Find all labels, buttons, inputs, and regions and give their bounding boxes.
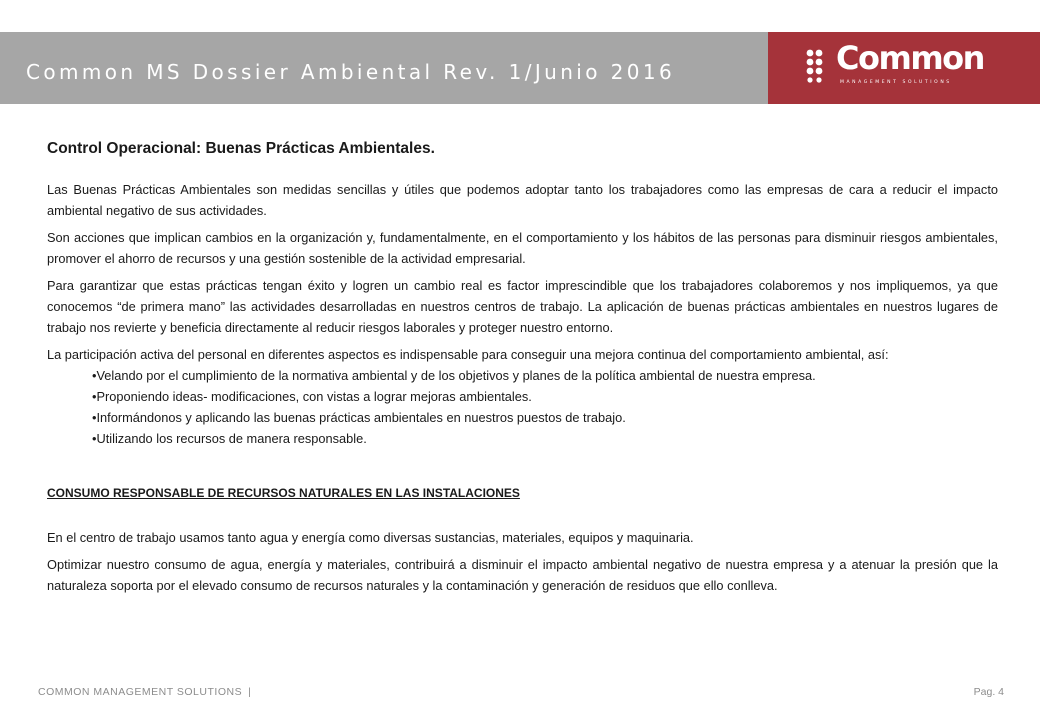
paragraph: Optimizar nuestro consumo de agua, energía y materiales, contribuirá a disminuir el impacto ambiental negativo de nuestra empresa y a atenuar la presión que la naturaleza soporta por el elevado consumo de recursos naturales y la contaminación y generación de residuos que ello conlleva.: [47, 557, 998, 593]
logo-subtext: MANAGEMENT SOLUTIONS: [840, 80, 952, 85]
footer-separator: |: [248, 686, 252, 698]
page-number: Pag. 4: [973, 686, 1004, 698]
paragraph: Son acciones que implican cambios en la organización y, fundamentalmente, en el comportamiento y los hábitos de las personas para disminuir riesgos ambientales, promover el ahorro de recursos y una gestión sostenible de la actividad empresarial.: [47, 230, 998, 266]
subheading: CONSUMO RESPONSABLE DE RECURSOS NATURALES EN LAS INSTALACIONES: [47, 486, 520, 500]
paragraph: En el centro de trabajo usamos tanto agua y energía como diversas sustancias, materiales, equipos y maquinaria.: [47, 530, 694, 545]
paragraph: La participación activa del personal en diferentes aspectos es indispensable para conseguir una mejora continua del comportamiento ambiental, así:: [47, 347, 889, 362]
bullet-item: •Utilizando los recursos de manera responsable.: [92, 431, 367, 446]
logo-dots-icon: [806, 49, 830, 83]
bullet-item: •Informándonos y aplicando las buenas prácticas ambientales en nuestros puestos de trabajo.: [92, 410, 626, 425]
document-title: Common MS Dossier Ambiental Rev. 1/Junio 2016: [26, 60, 676, 84]
logo-wordmark: Common: [836, 39, 984, 77]
section-title: Control Operacional: Buenas Prácticas Ambientales.: [47, 140, 435, 157]
paragraph: Las Buenas Prácticas Ambientales son medidas sencillas y útiles que podemos adoptar tanto los trabajadores como las empresas de cara a reducir el impacto ambiental negativo de sus actividades.: [47, 182, 998, 218]
bullet-item: •Proponiendo ideas- modificaciones, con vistas a lograr mejoras ambientales.: [92, 389, 532, 404]
main-content: [47, 140, 998, 602]
paragraph: Para garantizar que estas prácticas tengan éxito y logren un cambio real es factor imprescindible que los trabajadores colaboremos y nos impliquemos, ya que conocemos “de primera mano” las actividades desarrolladas en nuestros centros de trabajo. La aplicación de buenas prácticas ambientales en nuestros lugares de trabajo nos revierte y beneficia directamente al reducir riesgos laborales y proteger nuestro entorno.: [47, 278, 998, 335]
footer-company-name: COMMON MANAGEMENT SOLUTIONS: [38, 686, 243, 698]
footer-company: [38, 686, 251, 698]
bullet-list: [47, 365, 998, 449]
bullet-item: •Velando por el cumplimiento de la normativa ambiental y de los objetivos y planes de la política ambiental de nuestra empresa.: [92, 368, 816, 383]
company-logo: [768, 32, 1040, 104]
